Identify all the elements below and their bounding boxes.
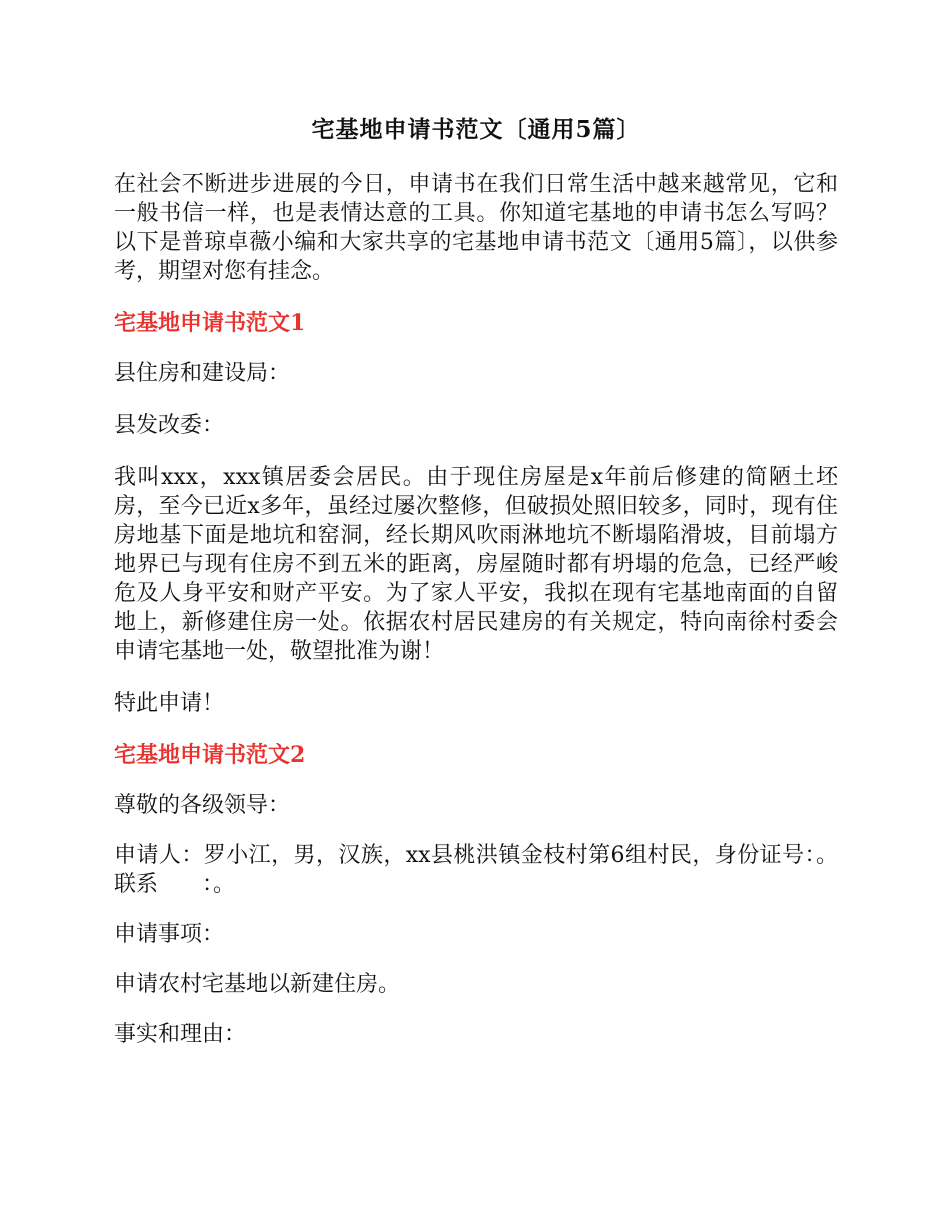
section-1-body: 我叫xxx，xxx镇居委会居民。由于现住房屋是x年前后修建的简陋土坯房，至今已近x多年，虽经过屡次整修，但破损处照旧较多，同时，现有住房地基下面是地坑和窑洞，经长期风吹雨淋地坑不断塌陷滑坡，目前塌方地界已与现有住房不到五米的距离，房屋随时都有坍塌的危急，已经严峻危及人身平安和财产平安。为了家人平安，我拟在现有宅基地南面的自留地上，新修建住房一处。依据农村居民建房的有关规定，特向南徐村委会申请宅基地一处，敬望批准为谢！ [114, 465, 838, 664]
section-1-salutation-development-committee: 县发改委： [114, 413, 225, 438]
section-2-salutation: 尊敬的各级领导： [114, 793, 291, 818]
section-2-matter-label: 申请事项： [114, 922, 225, 947]
section-1-closing: 特此申请！ [114, 691, 225, 716]
section-2-heading: 宅基地申请书范文2 [114, 742, 306, 768]
section-2-applicant-info: 申请人：罗小江，男，汉族，xx县桃洪镇金枝村第6组村民，身份证号：。联系 ：。 [114, 843, 838, 897]
document-page [114, 112, 838, 1049]
intro-paragraph: 在社会不断进步进展的今日，申请书在我们日常生活中越来越常见，它和一般书信一样，也是表情达意的工具。你知道宅基地的申请书怎么写吗？以下是普琼卓薇小编和大家共享的宅基地申请书范文〔通用5篇〕，以供参考，期望对您有挂念。 [114, 172, 838, 284]
section-2-matter: 申请农村宅基地以新建住房。 [114, 972, 401, 997]
section-1-salutation-housing-bureau: 县住房和建设局： [114, 361, 291, 386]
document-title: 宅基地申请书范文〔通用5篇〕 [311, 116, 641, 143]
section-1-heading: 宅基地申请书范文1 [114, 310, 306, 336]
section-2-reason-label: 事实和理由： [114, 1022, 247, 1047]
